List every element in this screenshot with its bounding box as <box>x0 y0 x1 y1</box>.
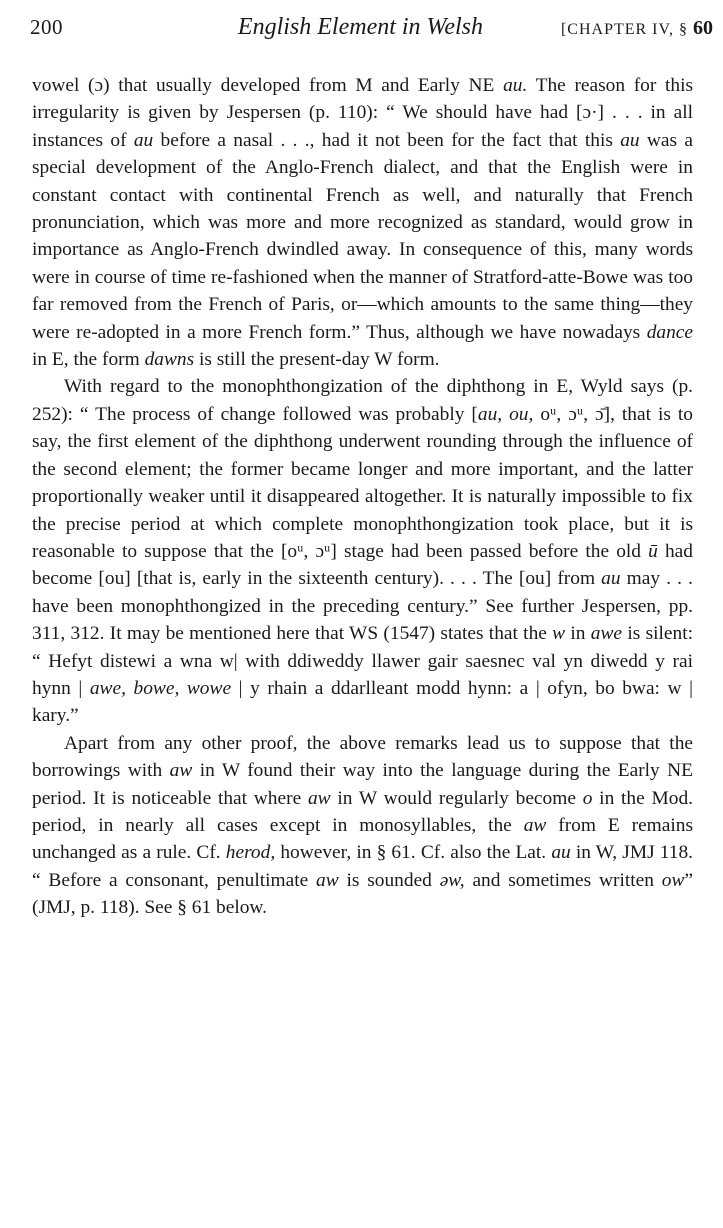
text-run: in W would regularly become <box>330 787 583 809</box>
text-run: in W found their way into the language during the Early NE period. It is noticeable that where <box>32 760 694 809</box>
text-run: ” (JMJ, p. 118). See § 61 below. <box>32 869 693 919</box>
running-header <box>30 14 713 50</box>
italic-run: au. <box>503 75 528 96</box>
italic-run: awe, bowe, wowe <box>89 677 232 699</box>
text-run: vowel (ɔ) that usually developed from M and Early NE <box>32 75 504 96</box>
text-run: had become [ou] [that is, early in the sixteenth century). . . . The [ou] from <box>32 540 693 590</box>
text-run: from E remains unchanged as a rule. Cf. <box>32 814 693 864</box>
text-run: is sounded <box>338 869 440 891</box>
italic-run: au <box>601 568 621 590</box>
text-run: may . . . have been monophthongized in the preceding century.” See further Jespersen, pp. 311, 312. It may be mentioned here that WS (1547) states that the <box>32 568 693 645</box>
running-title: English Element in Welsh <box>237 14 484 40</box>
section-number: 60 <box>693 17 713 39</box>
text-run: oᵘ, ɔᵘ, ɔ̄], that is to say, the first element of the diphthong underwent rounding through the influence of the second element; the former became longer and more important, and the latter proportionally weaker until it disappeared altogether. It is naturally impossible to fix the precise period at which complete monophthongization took place, but it is reasonable to suppose that the [oᵘ, ɔᵘ] stage had been passed before the old <box>32 403 693 562</box>
italic-run: herod, <box>225 842 276 864</box>
paragraph <box>32 72 693 373</box>
italic-run: au <box>620 129 640 151</box>
text-run: is still the present-day W form. <box>194 349 440 371</box>
italic-run: dawns <box>144 349 195 371</box>
italic-run: ow <box>661 869 685 891</box>
italic-run: əw, <box>439 869 465 891</box>
text-run: With regard to the monophthongization of the diphthong in E, Wyld says (p. 252): “ The process of change followed was probably [ <box>32 376 693 425</box>
italic-run: aw <box>523 814 547 836</box>
italic-run: aw <box>316 869 339 891</box>
italic-run: w <box>552 623 566 645</box>
body-text <box>32 72 693 922</box>
text-run: The reason for this irregularity is given by Jespersen (p. 110): “ We should have had [ɔ·] . . . in all instances of <box>32 75 694 151</box>
italic-run: dance <box>646 321 693 343</box>
italic-run: aw <box>169 760 193 782</box>
italic-run: au <box>133 129 154 151</box>
text-run: in W, JMJ 118. “ Before a consonant, penultimate <box>32 842 693 891</box>
italic-run: aw <box>307 787 331 809</box>
text-run: Apart from any other proof, the above remarks lead us to suppose that the borrowings with <box>32 732 693 782</box>
page-number: 200 <box>30 15 63 39</box>
paragraph <box>32 373 693 729</box>
chapter-label: [CHAPTER IV, § <box>560 21 693 38</box>
text-run: was a special development of the Anglo-French dialect, and that the English were in constant contact with continental French as well, and naturally that French pronunciation, which was more and more recognized as standard, would grow in importance as Anglo-French dwindled away. In consequence of this, many words were in course of time re-fashioned when the manner of Stratford-atte-Bowe was too far removed from the French of Paris, or—which amounts to the same thing—they were re-adopted in a more French form.” Thus, although we have nowadays <box>32 129 693 343</box>
text-run: before a nasal . . ., had it not been for the fact that this <box>153 129 621 151</box>
italic-run: awe <box>590 623 623 645</box>
italic-run: ū <box>648 540 658 562</box>
italic-run: au <box>551 842 571 864</box>
text-run: in <box>565 623 591 645</box>
text-run: however, in § 61. Cf. also the Lat. <box>275 842 552 864</box>
text-run: is silent: “ Hefyt distewi a wna w| with ddiweddy llawer gair saesnec val yn diwedd y rai hynn | <box>32 623 693 699</box>
text-run: in E, the form <box>32 349 145 371</box>
text-run: and sometimes written <box>464 869 662 891</box>
paragraph <box>32 730 693 922</box>
chapter-reference <box>561 17 713 40</box>
text-run: | y rhain a ddarlleant modd hynn: a | ofyn, bo bwa: w | kary.” <box>32 677 693 727</box>
italic-run: o <box>582 787 593 809</box>
italic-run: au, ou, <box>477 403 534 425</box>
text-run: in the Mod. period, in nearly all cases except in monosyllables, the <box>32 787 693 836</box>
